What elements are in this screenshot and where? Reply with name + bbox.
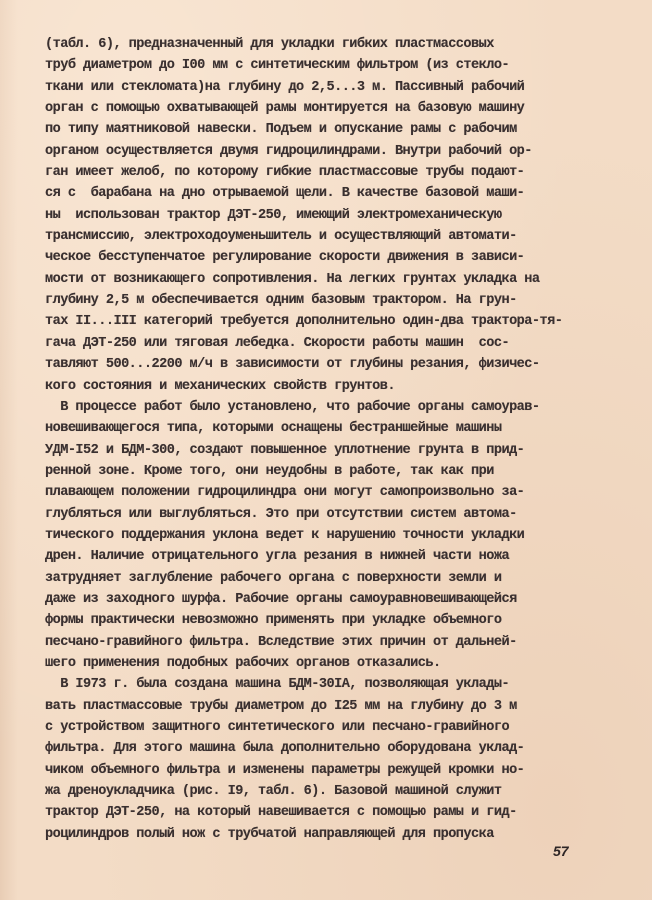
text-line: тического поддержания уклона ведет к нарушению точности укладки <box>45 527 525 543</box>
text-line: кого состояния и механических свойств грунтов. <box>45 378 395 394</box>
paragraph-start-line: В I973 г. была создана машина БДМ-30IА, позволяющая уклады- <box>45 677 510 693</box>
text-line: фильтра. Для этого машина была дополнительно оборудована уклад- <box>45 741 525 757</box>
text-line: гача ДЭТ-250 или тяговая лебедка. Скорости работы машин сос- <box>45 335 510 351</box>
page-number: 57 <box>553 843 569 859</box>
text-line: УДМ-I52 и БДМ-300, создают повышенное уплотнение грунта в прид- <box>45 442 525 458</box>
text-line: труб диаметром до I00 мм с синтетическим фильтром (из стекло- <box>45 58 510 74</box>
text-line: тавляют 500...2200 м/ч в зависимости от глубины резания, физичес- <box>45 357 540 373</box>
text-line: с устройством защитного синтетического или песчано-гравийного <box>45 720 510 735</box>
text-line: жа дреноукладчика (рис. I9, табл. 6). Базовой машиной служит <box>45 784 502 800</box>
text-line: трактор ДЭТ-250, на который навешивается с помощью рамы и гид- <box>45 805 517 821</box>
text-line: ческое бесступенчатое регулирование скорости движения в зависи- <box>45 250 525 266</box>
text-line: формы практически невозможно применять при укладке объемного <box>45 613 502 629</box>
text-line: ренной зоне. Кроме того, они неудобны в работе, так как при <box>45 463 494 479</box>
text-line: ны использован трактор ДЭТ-250, имеющий электромеханическую <box>45 207 502 223</box>
text-line: органом осуществляется двумя гидроцилиндрами. Внутри рабочий ор- <box>45 143 532 159</box>
text-line: затрудняет заглубление рабочего органа с поверхности земли и <box>45 570 502 586</box>
text-line: чиком объемного фильтра и изменены параметры режущей кромки но- <box>45 762 525 778</box>
text-line: даже из заходного шурфа. Рабочие органы самоуравновешивающейся <box>45 591 517 607</box>
text-line: по типу маятниковой навески. Подъем и опускание рамы с рабочим <box>45 122 517 138</box>
text-line: ся с барабана на дно отрываемой щели. В качестве базовой маши- <box>45 186 525 202</box>
text-line: мости от возникающего сопротивления. На легких грунтах укладка на <box>45 271 540 287</box>
paragraph-start-line: В процессе работ было установлено, что рабочие органы самоурав- <box>45 399 540 415</box>
text-line: новешивающегося типа, которыми оснащены бестраншейные машины <box>45 421 502 437</box>
text-line: глубину 2,5 м обеспечивается одним базовым трактором. На грун- <box>45 293 517 309</box>
text-line: песчано-гравийного фильтра. Вследствие этих причин от дальней- <box>45 634 517 650</box>
text-line: трансмиссию, электроходоуменьшитель и осуществляющий автомати- <box>45 229 517 245</box>
text-line: плавающем положении гидроцилиндра они могут самопроизвольно за- <box>45 485 525 501</box>
text-line: роцилиндров полый нож с трубчатой направляющей для пропуска <box>45 826 494 842</box>
text-line: глубляться или выглубляться. Это при отсутствии систем автома- <box>45 506 517 522</box>
text-line: дрен. Наличие отрицательного угла резания в нижней части ножа <box>45 549 510 565</box>
text-line: вать пластмассовые трубы диаметром до I25 мм на глубину до 3 м <box>45 698 517 714</box>
body-text <box>45 34 605 845</box>
text-line: ткани или стекломата)на глубину до 2,5...3 м. Пассивный рабочий <box>45 79 525 95</box>
text-line: орган с помощью охватывающей рамы монтируется на базовую машину <box>45 101 525 117</box>
text-line: тах II...III категорий требуется дополнительно один-два трактора-тя- <box>45 314 563 330</box>
text-line: шего применения подобных рабочих органов отказались. <box>45 655 441 671</box>
text-line: ган имеет желоб, по которому гибкие пластмассовые трубы подают- <box>45 165 525 181</box>
text-line: (табл. 6), предназначенный для укладки гибких пластмассовых <box>45 37 494 52</box>
